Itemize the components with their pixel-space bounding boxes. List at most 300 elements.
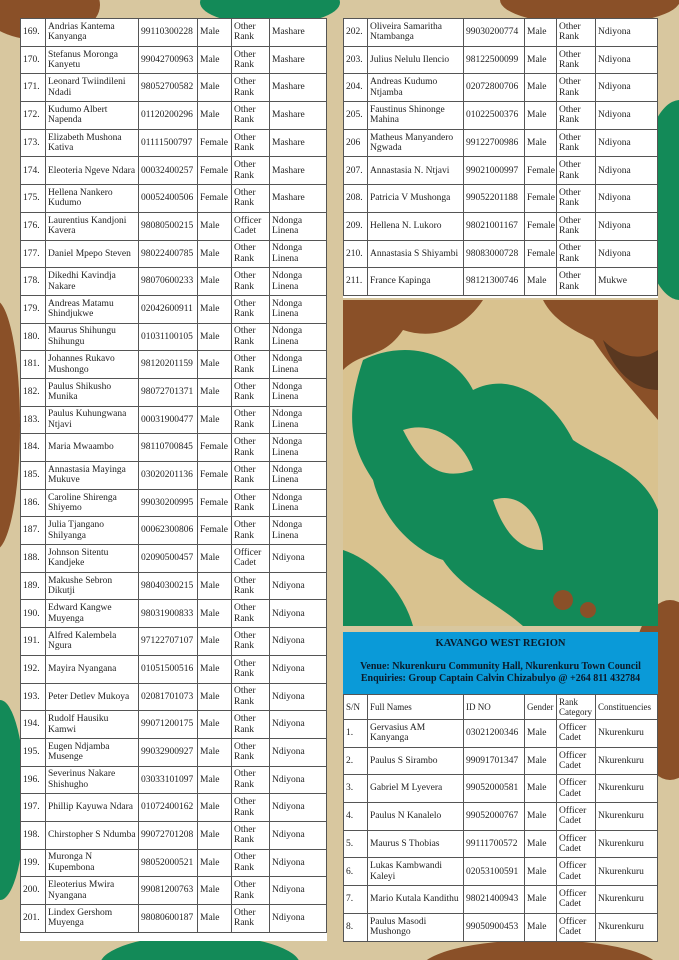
- row-sn: 200.: [21, 877, 46, 905]
- row-gender: Male: [525, 46, 557, 74]
- row-id-number: 98040300215: [139, 572, 198, 600]
- table-row: [21, 19, 327, 47]
- row-sn: 210.: [344, 240, 368, 268]
- row-gender: Male: [198, 655, 232, 683]
- row-gender: Male: [198, 905, 232, 933]
- kavango-west-table-panel: [343, 694, 658, 941]
- row-constituency: Ndiyona: [270, 821, 327, 849]
- table-row: [344, 46, 658, 74]
- row-sn: 188.: [21, 545, 46, 573]
- row-sn: 5.: [344, 830, 368, 858]
- row-rank: Other Rank: [232, 655, 270, 683]
- row-constituency: Ndiyona: [596, 102, 658, 130]
- row-sn: 184.: [21, 434, 46, 462]
- row-name: Hellena N. Lukoro: [368, 212, 464, 240]
- row-name: Andrias Kantema Kanyanga: [46, 19, 139, 47]
- row-name: France Kapinga: [368, 268, 464, 296]
- row-sn: 211.: [344, 268, 368, 296]
- row-gender: Male: [198, 794, 232, 822]
- row-rank: Other Rank: [232, 129, 270, 157]
- row-constituency: Ndiyona: [596, 185, 658, 213]
- row-name: Hellena Nankero Kudumo: [46, 185, 139, 213]
- row-name: Maurus Shihungu Shihungu: [46, 323, 139, 351]
- row-rank: Other Rank: [232, 711, 270, 739]
- table-row: [21, 295, 327, 323]
- row-constituency: Ndiyona: [270, 905, 327, 933]
- left-recruit-table: [20, 18, 327, 933]
- table-row: [21, 517, 327, 545]
- table-row: [344, 157, 658, 185]
- table-row: [21, 628, 327, 656]
- row-sn: 190.: [21, 600, 46, 628]
- row-id-number: 98022400785: [139, 240, 198, 268]
- right-table-panel: [343, 18, 658, 298]
- row-id-number: 99110300228: [139, 19, 198, 47]
- row-constituency: Ndiyona: [270, 572, 327, 600]
- row-constituency: Ndiyona: [596, 212, 658, 240]
- row-rank: Other Rank: [232, 240, 270, 268]
- row-constituency: Ndiyona: [270, 877, 327, 905]
- row-constituency: Ndonga Linena: [270, 323, 327, 351]
- row-sn: 175.: [21, 185, 46, 213]
- row-rank: Other Rank: [557, 157, 596, 185]
- row-constituency: Ndiyona: [270, 545, 327, 573]
- table-row: [21, 794, 327, 822]
- row-gender: Male: [525, 803, 557, 831]
- table-row: [344, 19, 658, 47]
- row-gender: Female: [525, 157, 557, 185]
- row-name: Mario Kutala Kandithu: [368, 886, 464, 914]
- row-sn: 198.: [21, 821, 46, 849]
- table-row: [21, 102, 327, 130]
- row-constituency: Ndonga Linena: [270, 517, 327, 545]
- row-constituency: Ndiyona: [270, 655, 327, 683]
- row-name: Paulus Kuhungwana Ntjavi: [46, 406, 139, 434]
- row-constituency: Ndiyona: [596, 19, 658, 47]
- row-sn: 208.: [344, 185, 368, 213]
- table-row: [21, 157, 327, 185]
- row-gender: Male: [198, 821, 232, 849]
- row-rank: Other Rank: [232, 295, 270, 323]
- row-id-number: 01022500376: [464, 102, 525, 130]
- row-id-number: 02072800706: [464, 74, 525, 102]
- table-row: [21, 323, 327, 351]
- row-sn: 204.: [344, 74, 368, 102]
- row-rank: Other Rank: [232, 905, 270, 933]
- row-gender: Male: [198, 240, 232, 268]
- row-id-number: 98122500099: [464, 46, 525, 74]
- row-gender: Male: [198, 738, 232, 766]
- row-id-number: 01072400162: [139, 794, 198, 822]
- row-sn: 196.: [21, 766, 46, 794]
- row-gender: Female: [198, 489, 232, 517]
- row-constituency: Ndiyona: [596, 157, 658, 185]
- col-header-sn: S/N: [344, 695, 368, 720]
- table-row: [21, 462, 327, 490]
- table-row: [344, 886, 658, 914]
- row-name: Johnson Sitentu Kandjeke: [46, 545, 139, 573]
- row-rank: Other Rank: [557, 46, 596, 74]
- row-gender: Female: [525, 212, 557, 240]
- row-gender: Male: [198, 766, 232, 794]
- table-row: [21, 683, 327, 711]
- table-row: [344, 830, 658, 858]
- region-venue: Venue: Nkurenkuru Community Hall, Nkurenkuru Town Council: [360, 661, 641, 672]
- row-name: Johannes Rukavo Mushongo: [46, 351, 139, 379]
- row-id-number: 99072701208: [139, 821, 198, 849]
- table-row: [344, 74, 658, 102]
- row-sn: 3.: [344, 775, 368, 803]
- row-id-number: 99081200763: [139, 877, 198, 905]
- row-rank: Other Rank: [232, 628, 270, 656]
- table-row: [21, 572, 327, 600]
- row-sn: 4.: [344, 803, 368, 831]
- row-name: Faustinus Shinonge Mahina: [368, 102, 464, 130]
- row-rank: Other Rank: [232, 738, 270, 766]
- row-rank: Other Rank: [557, 185, 596, 213]
- row-gender: Female: [198, 157, 232, 185]
- row-rank: Other Rank: [557, 240, 596, 268]
- table-row: [344, 102, 658, 130]
- row-gender: Male: [198, 102, 232, 130]
- row-name: Paulus Shikusho Munika: [46, 378, 139, 406]
- left-table-panel: [20, 18, 327, 941]
- region-title: KAVANGO WEST REGION: [435, 638, 566, 649]
- row-name: Annastasia Mayinga Mukuve: [46, 462, 139, 490]
- row-rank: Other Rank: [232, 102, 270, 130]
- row-gender: Male: [525, 913, 557, 941]
- row-constituency: Ndonga Linena: [270, 406, 327, 434]
- row-id-number: 99030200995: [139, 489, 198, 517]
- row-constituency: Mashare: [270, 19, 327, 47]
- row-id-number: 99122700986: [464, 129, 525, 157]
- row-gender: Male: [525, 747, 557, 775]
- table-row: [21, 738, 327, 766]
- row-gender: Male: [198, 877, 232, 905]
- row-name: Gabriel M Lyevera: [368, 775, 464, 803]
- row-name: Maria Mwaambo: [46, 434, 139, 462]
- table-row: [21, 877, 327, 905]
- row-id-number: 03021200346: [464, 720, 525, 748]
- row-gender: Male: [198, 46, 232, 74]
- row-rank: Other Rank: [232, 600, 270, 628]
- row-id-number: 99111700572: [464, 830, 525, 858]
- row-sn: 195.: [21, 738, 46, 766]
- row-id-number: 99052000581: [464, 775, 525, 803]
- row-gender: Male: [525, 102, 557, 130]
- row-constituency: Ndiyona: [596, 74, 658, 102]
- row-name: Mayira Nyangana: [46, 655, 139, 683]
- row-name: Paulus N Kanalelo: [368, 803, 464, 831]
- row-name: Oliveira Samaritha Ntambanga: [368, 19, 464, 47]
- table-row: [344, 720, 658, 748]
- row-id-number: 99071200175: [139, 711, 198, 739]
- row-constituency: Ndonga Linena: [270, 240, 327, 268]
- row-sn: 7.: [344, 886, 368, 914]
- row-constituency: Nkurenkuru: [596, 775, 658, 803]
- row-id-number: 02081701073: [139, 683, 198, 711]
- table-row: [21, 849, 327, 877]
- row-name: Severinus Nakare Shishugho: [46, 766, 139, 794]
- row-sn: 186.: [21, 489, 46, 517]
- row-rank: Other Rank: [232, 517, 270, 545]
- row-id-number: 98080600187: [139, 905, 198, 933]
- row-sn: 173.: [21, 129, 46, 157]
- row-sn: 185.: [21, 462, 46, 490]
- row-gender: Male: [525, 720, 557, 748]
- table-row: [21, 434, 327, 462]
- row-gender: Male: [525, 886, 557, 914]
- row-constituency: Ndonga Linena: [270, 351, 327, 379]
- row-gender: Male: [525, 19, 557, 47]
- row-constituency: Ndiyona: [270, 711, 327, 739]
- row-sn: 192.: [21, 655, 46, 683]
- row-name: Stefanus Moronga Kanyetu: [46, 46, 139, 74]
- row-sn: 191.: [21, 628, 46, 656]
- table-row: [344, 185, 658, 213]
- row-name: Peter Detlev Mukoya: [46, 683, 139, 711]
- row-id-number: 01051500516: [139, 655, 198, 683]
- table-row: [344, 747, 658, 775]
- row-rank: Other Rank: [232, 489, 270, 517]
- row-sn: 187.: [21, 517, 46, 545]
- row-id-number: 98120201159: [139, 351, 198, 379]
- table-row: [21, 905, 327, 933]
- row-id-number: 98110700845: [139, 434, 198, 462]
- right-recruit-table: [343, 18, 658, 296]
- row-id-number: 97122707107: [139, 628, 198, 656]
- table-row: [344, 212, 658, 240]
- row-rank: Other Rank: [232, 185, 270, 213]
- table-row: [21, 212, 327, 240]
- row-rank: Other Rank: [232, 378, 270, 406]
- row-constituency: Ndiyona: [270, 766, 327, 794]
- row-id-number: 99042700963: [139, 46, 198, 74]
- row-id-number: 98021001167: [464, 212, 525, 240]
- row-name: Kudumo Albert Napenda: [46, 102, 139, 130]
- table-row: [344, 803, 658, 831]
- row-gender: Male: [198, 295, 232, 323]
- row-constituency: Ndiyona: [270, 738, 327, 766]
- row-gender: Male: [198, 628, 232, 656]
- row-rank: Other Rank: [232, 351, 270, 379]
- row-rank: Other Rank: [232, 877, 270, 905]
- row-name: Leonard Twiindileni Ndadi: [46, 74, 139, 102]
- row-id-number: 01120200296: [139, 102, 198, 130]
- row-name: Laurentius Kandjoni Kavera: [46, 212, 139, 240]
- row-rank: Other Rank: [557, 74, 596, 102]
- row-constituency: Nkurenkuru: [596, 720, 658, 748]
- table-row: [21, 489, 327, 517]
- row-sn: 8.: [344, 913, 368, 941]
- row-gender: Male: [198, 74, 232, 102]
- row-constituency: Mashare: [270, 46, 327, 74]
- row-id-number: 99021000997: [464, 157, 525, 185]
- row-sn: 2.: [344, 747, 368, 775]
- row-sn: 197.: [21, 794, 46, 822]
- row-constituency: Ndiyona: [596, 240, 658, 268]
- row-sn: 177.: [21, 240, 46, 268]
- row-rank: Officer Cadet: [232, 545, 270, 573]
- row-sn: 1.: [344, 720, 368, 748]
- row-sn: 205.: [344, 102, 368, 130]
- col-header-constituency: Constituencies: [596, 695, 658, 720]
- row-rank: Other Rank: [232, 406, 270, 434]
- row-gender: Male: [198, 323, 232, 351]
- row-name: Annastasia S Shiyambi: [368, 240, 464, 268]
- row-gender: Male: [198, 351, 232, 379]
- row-rank: Other Rank: [232, 849, 270, 877]
- row-id-number: 01111500797: [139, 129, 198, 157]
- row-sn: 194.: [21, 711, 46, 739]
- row-constituency: Ndiyona: [596, 129, 658, 157]
- row-sn: 169.: [21, 19, 46, 47]
- row-sn: 170.: [21, 46, 46, 74]
- table-row: [21, 268, 327, 296]
- kavango-west-table: [343, 694, 658, 942]
- row-constituency: Ndiyona: [270, 849, 327, 877]
- row-name: Gervasius AM Kanyanga: [368, 720, 464, 748]
- row-sn: 202.: [344, 19, 368, 47]
- col-header-name: Full Names: [368, 695, 464, 720]
- row-rank: Officer Cadet: [557, 830, 596, 858]
- row-sn: 171.: [21, 74, 46, 102]
- row-sn: 203.: [344, 46, 368, 74]
- row-id-number: 98052700582: [139, 74, 198, 102]
- row-rank: Other Rank: [557, 268, 596, 296]
- row-sn: 181.: [21, 351, 46, 379]
- row-rank: Officer Cadet: [557, 886, 596, 914]
- table-row: [21, 46, 327, 74]
- row-sn: 172.: [21, 102, 46, 130]
- table-row: [344, 913, 658, 941]
- camouflage-artwork: [343, 300, 658, 626]
- row-constituency: Ndiyona: [270, 794, 327, 822]
- table-header-row: [344, 695, 658, 720]
- row-id-number: 00031900477: [139, 406, 198, 434]
- row-rank: Other Rank: [232, 74, 270, 102]
- row-sn: 176.: [21, 212, 46, 240]
- row-id-number: 99052201188: [464, 185, 525, 213]
- row-name: Paulus S Sirambo: [368, 747, 464, 775]
- row-name: Andreas Matamu Shindjukwe: [46, 295, 139, 323]
- row-rank: Officer Cadet: [232, 212, 270, 240]
- row-rank: Other Rank: [232, 766, 270, 794]
- row-name: Elizabeth Mushona Kativa: [46, 129, 139, 157]
- row-name: Paulus Masodi Mushongo: [368, 913, 464, 941]
- row-constituency: Nkurenkuru: [596, 803, 658, 831]
- row-rank: Other Rank: [232, 572, 270, 600]
- row-gender: Female: [525, 240, 557, 268]
- row-sn: 199.: [21, 849, 46, 877]
- row-name: Phillip Kayuwa Ndara: [46, 794, 139, 822]
- table-row: [344, 775, 658, 803]
- row-sn: 201.: [21, 905, 46, 933]
- row-gender: Male: [525, 858, 557, 886]
- row-gender: Male: [525, 74, 557, 102]
- row-gender: Male: [198, 212, 232, 240]
- row-rank: Other Rank: [232, 19, 270, 47]
- row-id-number: 98052000521: [139, 849, 198, 877]
- row-sn: 178.: [21, 268, 46, 296]
- row-id-number: 99030200774: [464, 19, 525, 47]
- row-constituency: Nkurenkuru: [596, 886, 658, 914]
- row-id-number: 99032900927: [139, 738, 198, 766]
- row-constituency: Ndiyona: [270, 628, 327, 656]
- row-gender: Male: [525, 268, 557, 296]
- row-gender: Male: [198, 600, 232, 628]
- row-constituency: Ndonga Linena: [270, 434, 327, 462]
- row-name: Maurus S Thobias: [368, 830, 464, 858]
- table-row: [21, 711, 327, 739]
- row-name: Daniel Mpepo Steven: [46, 240, 139, 268]
- row-gender: Female: [198, 462, 232, 490]
- row-gender: Female: [525, 185, 557, 213]
- row-gender: Male: [198, 572, 232, 600]
- row-gender: Male: [525, 775, 557, 803]
- row-constituency: Mashare: [270, 157, 327, 185]
- row-id-number: 99050900453: [464, 913, 525, 941]
- row-sn: 189.: [21, 572, 46, 600]
- row-id-number: 03033101097: [139, 766, 198, 794]
- row-sn: 209.: [344, 212, 368, 240]
- row-name: Alfred Kalembela Ngura: [46, 628, 139, 656]
- row-constituency: Ndiyona: [270, 600, 327, 628]
- table-row: [21, 600, 327, 628]
- row-name: Eleoteria Ngeve Ndara: [46, 157, 139, 185]
- row-constituency: Nkurenkuru: [596, 913, 658, 941]
- row-id-number: 99052000767: [464, 803, 525, 831]
- row-rank: Officer Cadet: [557, 858, 596, 886]
- row-id-number: 02090500457: [139, 545, 198, 573]
- row-id-number: 01031100105: [139, 323, 198, 351]
- row-rank: Officer Cadet: [557, 803, 596, 831]
- row-rank: Other Rank: [232, 434, 270, 462]
- row-gender: Male: [525, 129, 557, 157]
- row-name: Dikedhi Kavindja Nakare: [46, 268, 139, 296]
- row-rank: Other Rank: [232, 462, 270, 490]
- row-rank: Other Rank: [557, 19, 596, 47]
- table-row: [21, 655, 327, 683]
- row-gender: Female: [198, 434, 232, 462]
- row-name: Makushe Sebron Dikutji: [46, 572, 139, 600]
- row-name: Julius Nelulu Ilencio: [368, 46, 464, 74]
- row-constituency: Mukwe: [596, 268, 658, 296]
- row-name: Julia Tjangano Shilyanga: [46, 517, 139, 545]
- row-id-number: 98083000728: [464, 240, 525, 268]
- row-gender: Male: [198, 711, 232, 739]
- row-rank: Other Rank: [232, 46, 270, 74]
- row-constituency: Mashare: [270, 185, 327, 213]
- row-name: Annastasia N. Ntjavi: [368, 157, 464, 185]
- col-header-gender: Gender: [525, 695, 557, 720]
- row-gender: Male: [198, 19, 232, 47]
- row-constituency: Ndonga Linena: [270, 489, 327, 517]
- row-constituency: Mashare: [270, 74, 327, 102]
- row-id-number: 00062300806: [139, 517, 198, 545]
- row-name: Matheus Manyandero Ngwada: [368, 129, 464, 157]
- row-sn: 207.: [344, 157, 368, 185]
- region-header: [343, 632, 658, 694]
- row-rank: Other Rank: [232, 821, 270, 849]
- row-id-number: 98070600233: [139, 268, 198, 296]
- row-gender: Male: [198, 545, 232, 573]
- row-constituency: Ndiyona: [270, 683, 327, 711]
- row-constituency: Ndonga Linena: [270, 268, 327, 296]
- row-gender: Female: [198, 129, 232, 157]
- row-name: Lindex Gershom Muyenga: [46, 905, 139, 933]
- row-gender: Female: [198, 185, 232, 213]
